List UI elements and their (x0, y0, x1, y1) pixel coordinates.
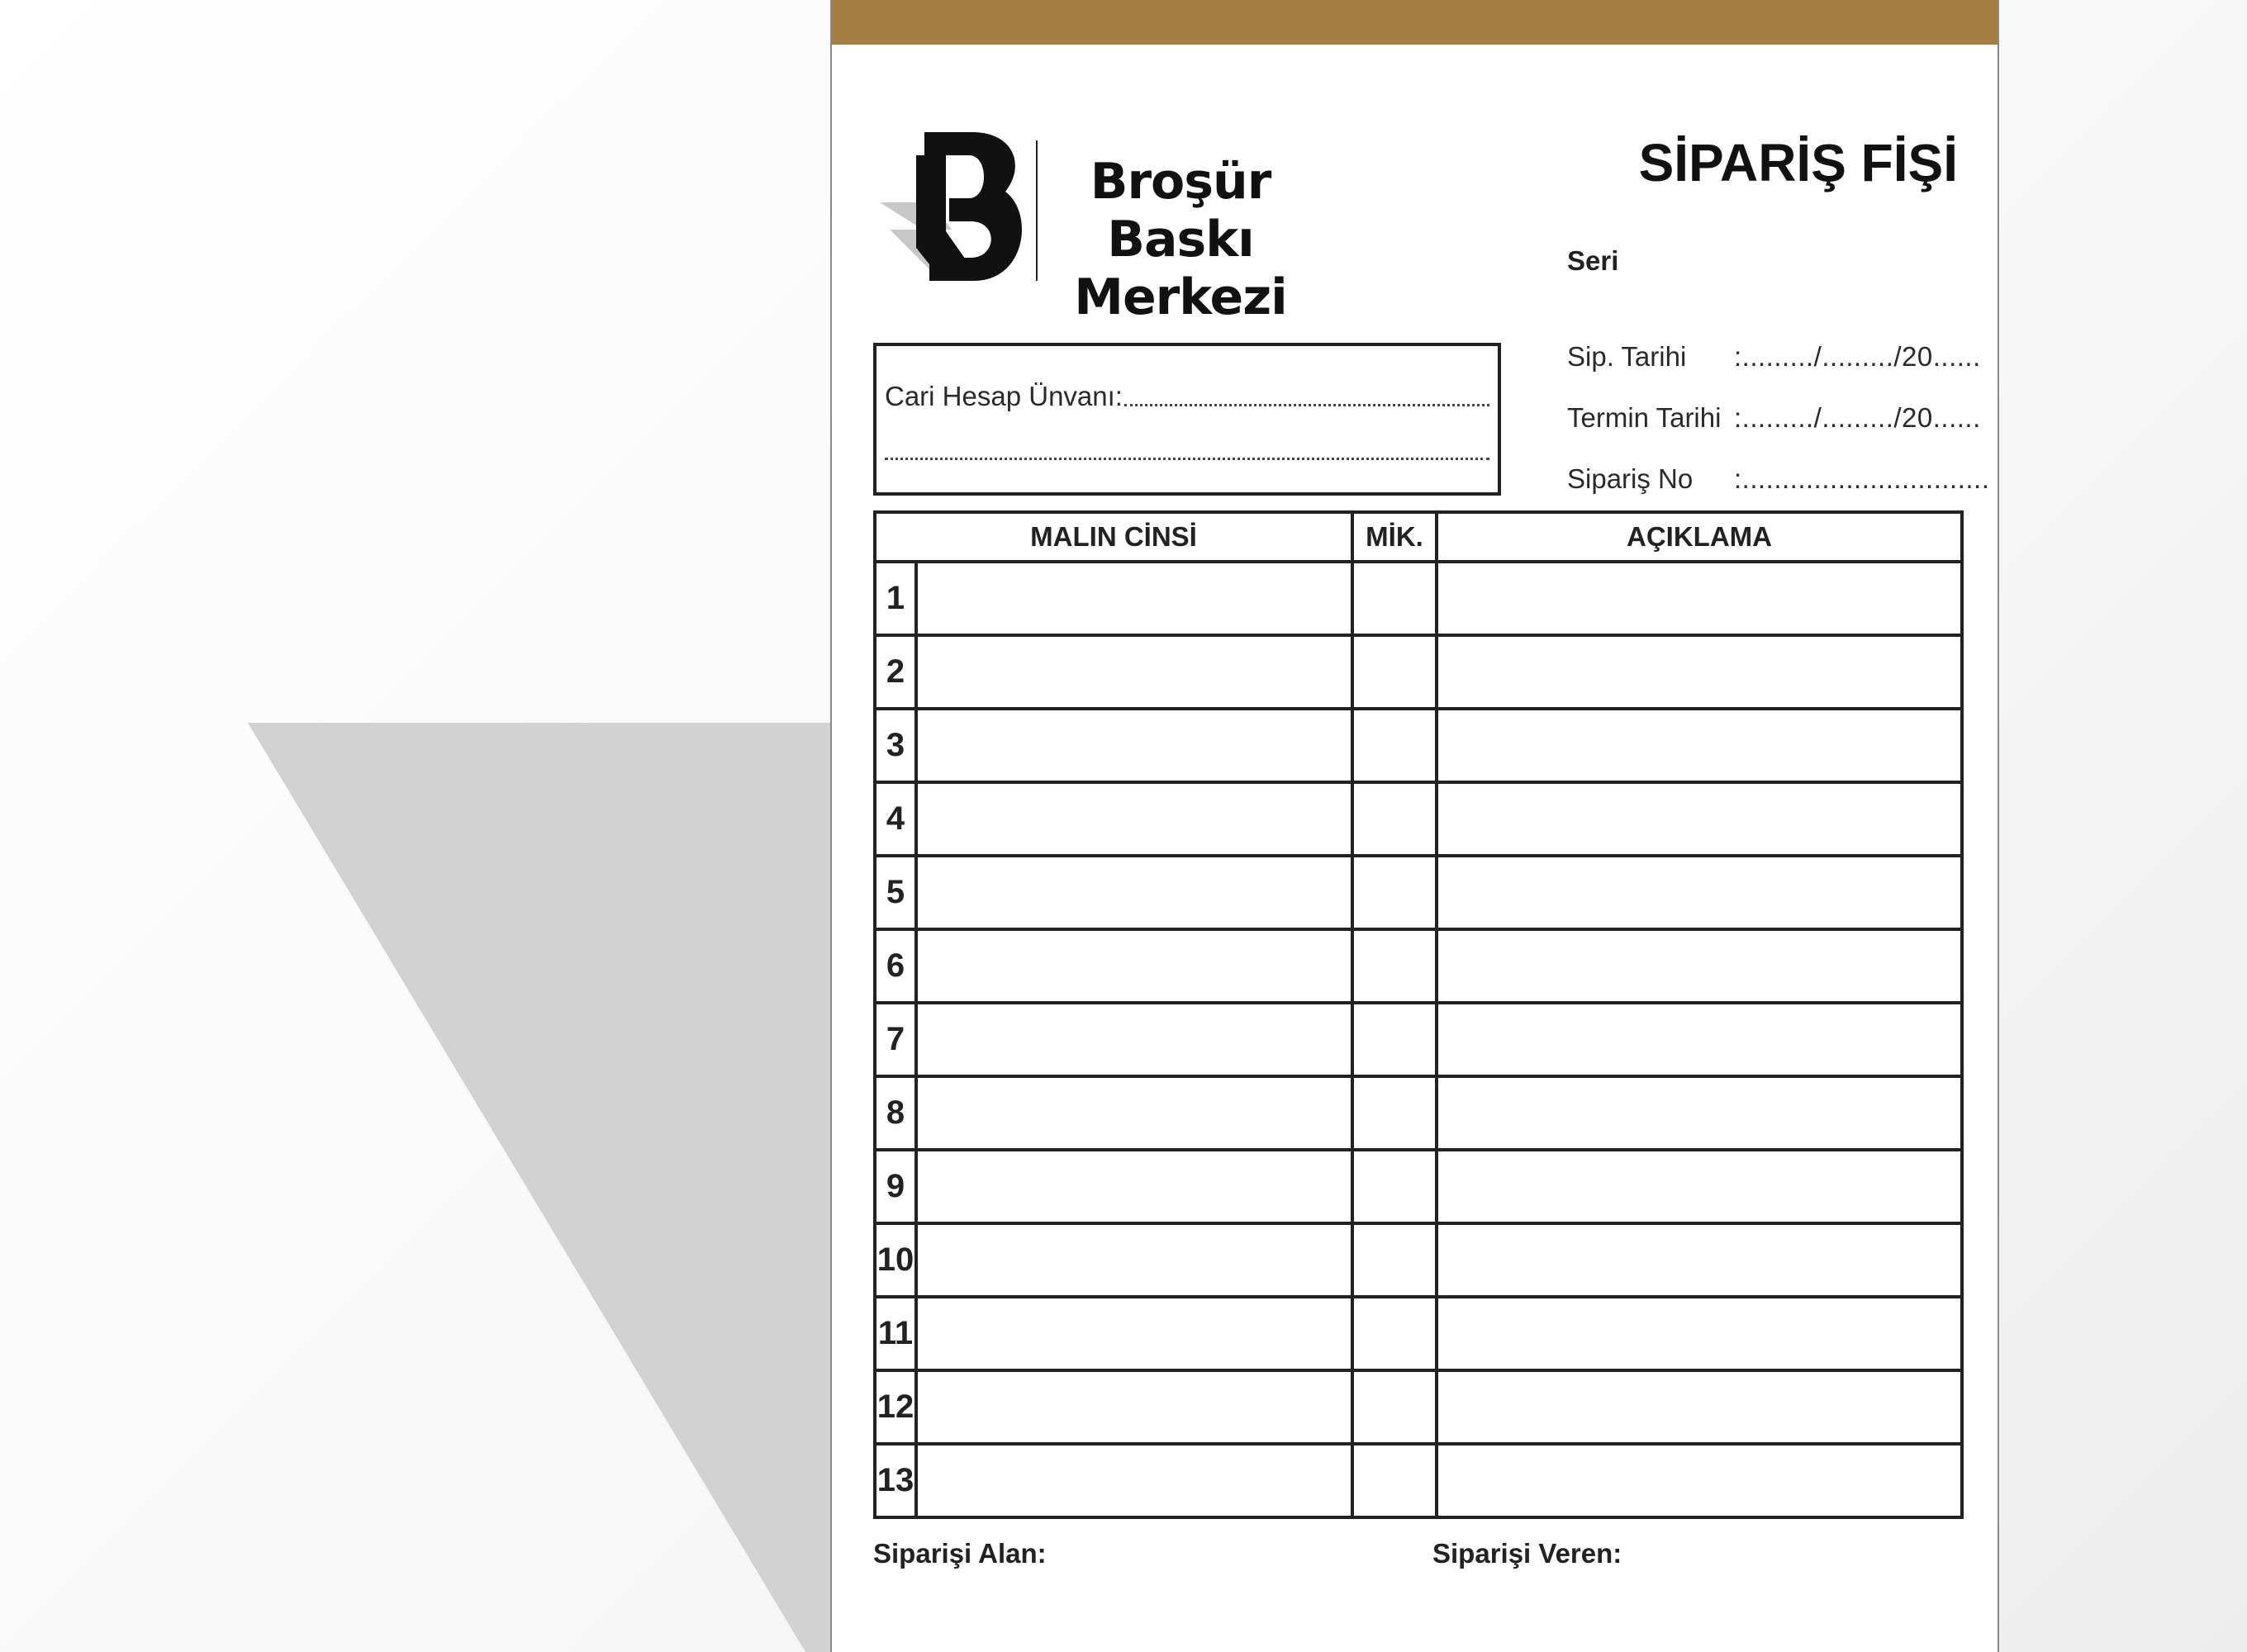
table-row (875, 635, 1962, 709)
row-number: 8 (875, 1076, 916, 1150)
table-row (875, 929, 1962, 1003)
table-row (875, 562, 1962, 635)
table-row (875, 1370, 1962, 1444)
deadline-date-row (1567, 402, 1981, 435)
items-table-body (875, 562, 1962, 1517)
order-date-field[interactable]: :........./........./20...... (1734, 341, 1981, 372)
product-type-cell[interactable] (916, 782, 1352, 856)
table-row (875, 1076, 1962, 1150)
quantity-cell[interactable] (1352, 562, 1437, 635)
order-date-row (1567, 341, 1981, 374)
quantity-cell[interactable] (1352, 709, 1437, 782)
description-cell[interactable] (1437, 1444, 1962, 1517)
description-cell[interactable] (1437, 1370, 1962, 1444)
table-row (875, 782, 1962, 856)
order-receiver-label: Siparişi Alan: (873, 1538, 1047, 1569)
description-cell[interactable] (1437, 1150, 1962, 1223)
description-cell[interactable] (1437, 856, 1962, 929)
background-shadow-shape (248, 723, 830, 1652)
header-quantity: MİK. (1352, 512, 1437, 562)
product-type-cell[interactable] (916, 562, 1352, 635)
deadline-date-field[interactable]: :........./........./20...... (1734, 402, 1981, 433)
product-type-cell[interactable] (916, 929, 1352, 1003)
row-number: 7 (875, 1003, 916, 1076)
description-cell[interactable] (1437, 1076, 1962, 1150)
deadline-date-label: Termin Tarihi (1567, 402, 1722, 433)
description-cell[interactable] (1437, 709, 1962, 782)
order-number-label: Sipariş No (1567, 463, 1694, 494)
logo-divider (1036, 140, 1038, 281)
description-cell[interactable] (1437, 782, 1962, 856)
row-number: 11 (875, 1297, 916, 1370)
description-cell[interactable] (1437, 1297, 1962, 1370)
header-description: AÇIKLAMA (1437, 512, 1962, 562)
row-number: 4 (875, 782, 916, 856)
quantity-cell[interactable] (1352, 635, 1437, 709)
quantity-cell[interactable] (1352, 1370, 1437, 1444)
table-row (875, 709, 1962, 782)
row-number: 13 (875, 1444, 916, 1517)
product-type-cell[interactable] (916, 635, 1352, 709)
quantity-cell[interactable] (1352, 1297, 1437, 1370)
description-cell[interactable] (1437, 1003, 1962, 1076)
description-cell[interactable] (1437, 635, 1962, 709)
product-type-cell[interactable] (916, 1003, 1352, 1076)
description-cell[interactable] (1437, 929, 1962, 1003)
quantity-cell[interactable] (1352, 929, 1437, 1003)
quantity-cell[interactable] (1352, 1444, 1437, 1517)
quantity-cell[interactable] (1352, 782, 1437, 856)
form-title: SİPARİŞ FİŞİ (1638, 133, 1958, 192)
row-number: 12 (875, 1370, 916, 1444)
product-type-cell[interactable] (916, 709, 1352, 782)
product-type-cell[interactable] (916, 1297, 1352, 1370)
row-number: 9 (875, 1150, 916, 1223)
table-row (875, 1003, 1962, 1076)
row-number: 1 (875, 562, 916, 635)
quantity-cell[interactable] (1352, 1003, 1437, 1076)
order-number-field[interactable]: :............................... (1734, 463, 1990, 494)
brand-name (1040, 153, 1321, 326)
product-type-cell[interactable] (916, 1150, 1352, 1223)
product-type-cell[interactable] (916, 1223, 1352, 1297)
order-number-row (1567, 463, 1990, 496)
quantity-cell[interactable] (1352, 1223, 1437, 1297)
product-type-cell[interactable] (916, 1076, 1352, 1150)
quantity-cell[interactable] (1352, 856, 1437, 929)
description-cell[interactable] (1437, 562, 1962, 635)
table-header-row (875, 512, 1962, 562)
top-color-bar (832, 0, 1998, 45)
table-row (875, 1150, 1962, 1223)
table-row (875, 1297, 1962, 1370)
table-row (875, 1223, 1962, 1297)
product-type-cell[interactable] (916, 856, 1352, 929)
order-form-sheet (830, 0, 1999, 1652)
header-product-type: MALIN CİNSİ (875, 512, 1352, 562)
seri-label: Seri (1567, 245, 1619, 276)
order-giver-label: Siparişi Veren: (1432, 1538, 1622, 1569)
row-number: 5 (875, 856, 916, 929)
quantity-cell[interactable] (1352, 1150, 1437, 1223)
row-number: 10 (875, 1223, 916, 1297)
order-date-label: Sip. Tarihi (1567, 341, 1687, 372)
brand-line-1: Broşür Baskı (1090, 153, 1271, 268)
account-title-line-2[interactable] (885, 458, 1489, 460)
row-number: 2 (875, 635, 916, 709)
letter-b-logo-icon (873, 132, 1030, 289)
row-number: 3 (875, 709, 916, 782)
account-title-label: Cari Hesap Ünvanı: (885, 381, 1123, 411)
items-table (873, 510, 1964, 1519)
table-row (875, 1444, 1962, 1517)
quantity-cell[interactable] (1352, 1076, 1437, 1150)
description-cell[interactable] (1437, 1223, 1962, 1297)
account-title-box (873, 343, 1501, 496)
account-title-line-1[interactable] (1124, 404, 1489, 406)
product-type-cell[interactable] (916, 1444, 1352, 1517)
product-type-cell[interactable] (916, 1370, 1352, 1444)
brand-line-2: Merkezi (1074, 268, 1287, 326)
table-row (875, 856, 1962, 929)
row-number: 6 (875, 929, 916, 1003)
